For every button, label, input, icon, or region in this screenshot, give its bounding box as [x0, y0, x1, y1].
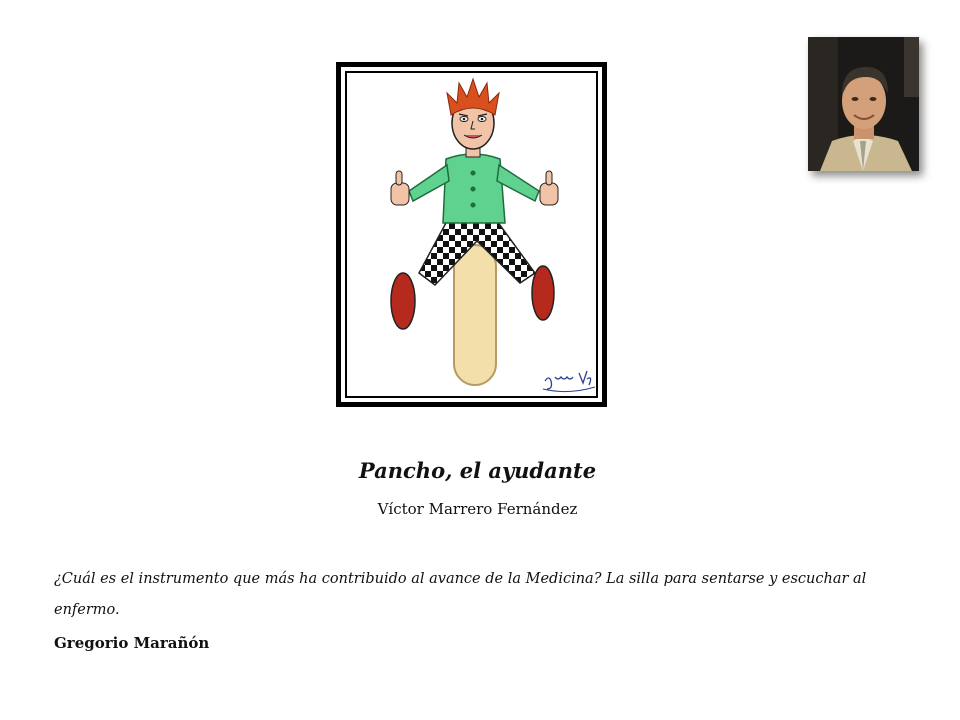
artist-signature	[545, 371, 591, 389]
page-title: Pancho, el ayudante	[358, 458, 597, 483]
quote-author: Gregorio Marañón	[54, 634, 210, 652]
left-arm	[409, 165, 449, 201]
illustration-frame	[336, 62, 607, 407]
right-shoe	[532, 266, 554, 320]
illustration	[345, 71, 598, 398]
quote-text: ¿Cuál es el instrumento que más ha contribuido al avance de la Medicina? La silla para sentarse y escuchar al enfermo.	[54, 571, 867, 618]
clown-drawing	[347, 73, 600, 400]
left-thumbs-up	[391, 171, 409, 205]
author-photo	[808, 37, 919, 171]
left-shoe	[391, 273, 415, 329]
wooden-stick	[454, 245, 496, 385]
right-thumbs-up	[540, 171, 558, 205]
author-name: Víctor Marrero Fernández	[377, 500, 578, 518]
author-portrait	[808, 37, 919, 171]
